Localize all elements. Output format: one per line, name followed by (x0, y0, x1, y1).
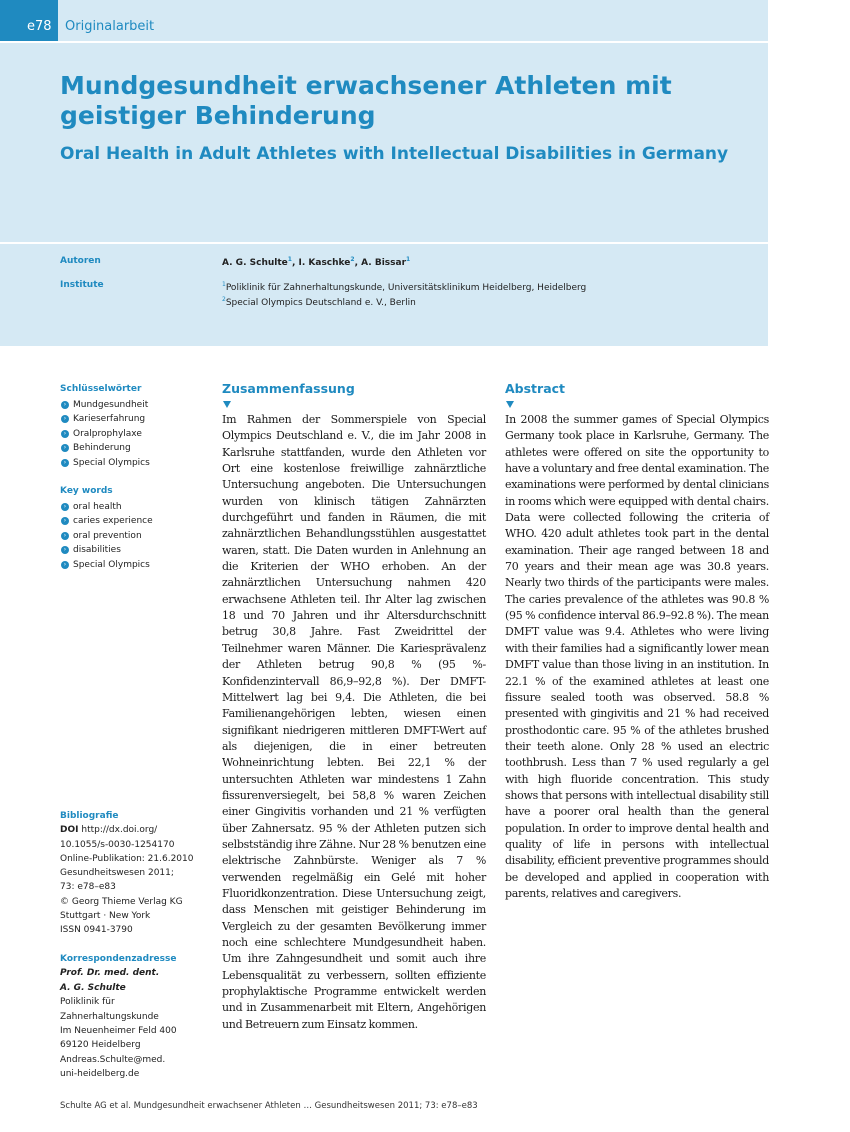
bib-line: Online-Publikation: 21.6.2010 (60, 853, 194, 864)
correspondence-line: Zahnerhaltungskunde (60, 1011, 159, 1022)
keyword-item (60, 427, 210, 441)
correspondence-heading: Korrespondenzadresse (60, 954, 177, 964)
keyword-item (60, 456, 210, 470)
bullet-icon: › (61, 430, 69, 438)
institute-text: Special Olympics Deutschland e. V., Berlin (225, 298, 416, 308)
keyword-item (60, 514, 210, 528)
abstract-german (222, 381, 486, 1033)
correspondence-name: Prof. Dr. med. dent. (60, 968, 160, 979)
abstract-english (505, 381, 769, 902)
bullet-icon: › (61, 503, 69, 511)
title-german: Mundgesundheit erwachsener Athleten mit geistiger Behinderung (60, 71, 672, 130)
keyword-text: oral health (73, 502, 122, 512)
correspondence-line: Im Neuenheimer Feld 400 (60, 1026, 177, 1037)
bullet-icon: › (61, 444, 69, 452)
bibliography-heading: Bibliografie (60, 811, 119, 821)
keywords-de-block (60, 384, 210, 470)
page-number: e78 (27, 19, 52, 34)
keyword-text: Behinderung (73, 443, 131, 454)
correspondence-line: 69120 Heidelberg (60, 1040, 141, 1051)
keyword-text: caries experience (73, 516, 153, 527)
correspondence-email[interactable]: Andreas.Schulte@med. (60, 1054, 166, 1065)
abstract-german-text: Im Rahmen der Sommerspiele von Special Olympics Deutschland e. V., die im Jahr 2008 in Karlsruhe stattfanden, wurde den Athleten vor Ort eine kostenlose freiwillige zahnärztliche Untersuchung angeboten. Die Untersuchungen wurden von klinisch tätigen Zahnärzten durchgeführt und fanden in Räumen, die mit zahnärztlichen Behandlungsstühlen ausgestattet waren, statt. Die Daten wurden in Anlehnung an die Kriterien der WHO erhoben. An der zahnärztlichen Untersuchung nahmen 420 erwachsene Athleten teil. Ihr Alter lag zwischen 18 und 70 Jahren und ihr Altersdurchschnitt betrug 30,8 Jahre. Fast Zweidrittel der Teilnehmer waren Männer. Die Kariesprävalenz der Athleten betrug 90,8 % (95 %-Konfidenzintervall 86,9–92,8 %). Der DMFT-Mittelwert lag bei 9,4. Die Athleten, die bei Familienangehörigen lebten, wiesen einen signifikant niedrigeren mittleren DMFT-Wert auf als diejenigen, die in einer betreuten Wohneinrichtung lebten. Bei 22,1 % der untersuchten Athleten war mindestens 1 Zahn fissurenversiegelt, bei 58,8 % waren Zeichen einer Gingivitis vorhanden und 21 % verfügten über Zahnersatz. 95 % der Athleten putzen sich selbstständig ihre Zähne. Nur 28 % benutzen eine elektrische Zahnbürste. Weniger als 7 % verwenden regelmäßig ein Gelé mit hoher Fluoridkonzentration. Diese Untersuchung zeigt, dass Menschen mit geistiger Behinderung im Vergleich zu der gesamten Bevölkerung immer noch eine schlechtere Mundgesundheit haben. Um ihre Zahngesundheit und somit auch ihre Lebensqualität zu verbessern, sollten effiziente prophylaktische Programme entwickelt werden und in Zusammenarbeit mit Eltern, Angehörigen und Betreuern zum Einsatz kommen. (222, 413, 486, 1031)
correspondence-email[interactable]: uni-heidelberg.de (60, 1069, 140, 1080)
keyword-text: Mundgesundheit (73, 400, 149, 410)
keywords-en-block (60, 486, 210, 572)
bib-line: © Georg Thieme Verlag KG (60, 896, 183, 907)
header-divider-top (0, 41, 768, 43)
bib-line: 73: e78–e83 (60, 882, 116, 893)
keyword-item (60, 398, 210, 412)
bullet-icon: › (61, 561, 69, 569)
footer-citation: Schulte AG et al. Mundgesundheit erwachsener Athleten … Gesundheitswesen 2011; 73: e78–e83 (60, 1101, 478, 1111)
keyword-item (60, 412, 210, 426)
author-affiliation: 2 (350, 256, 355, 263)
keyword-item (60, 529, 210, 543)
bullet-icon: › (61, 401, 69, 409)
author-name: A. Bissar (361, 258, 407, 268)
authors-line: A. G. Schulte$^1$, I. Kaschke$^2$, A. Bissar$^1$ (222, 256, 411, 268)
keywords-en-list (60, 500, 210, 572)
keyword-text: oral prevention (73, 530, 142, 541)
doi-label: DOI (60, 825, 79, 836)
correspondence-block (60, 952, 210, 1082)
triangle-down-icon (506, 401, 514, 408)
institute-item (222, 294, 586, 309)
doi-line (60, 823, 210, 837)
keywords-de-heading: Schlüsselwörter (60, 384, 142, 394)
institute-item (222, 279, 586, 294)
abstract-english-heading: Abstract (505, 381, 566, 396)
institutes-list (222, 279, 586, 309)
doi-link[interactable]: http://dx.doi.org/ (81, 825, 158, 836)
author-affiliation: 1 (406, 256, 411, 263)
keyword-text: Special Olympics (73, 559, 150, 570)
author-affiliation: 1 (287, 256, 292, 263)
correspondence-line: Poliklinik für (60, 997, 115, 1008)
institute-number: 1 (222, 281, 226, 288)
institutes-label: Institute (60, 280, 104, 290)
author-name: I. Kaschke (298, 258, 351, 268)
bullet-icon: › (61, 415, 69, 423)
keyword-text: Karieserfahrung (73, 414, 146, 425)
bullet-icon: › (61, 459, 69, 467)
keyword-item (60, 543, 210, 557)
bibliography-block (60, 809, 210, 938)
bib-line: Stuttgart · New York (60, 911, 151, 922)
bullet-icon: › (61, 546, 69, 554)
bullet-icon: › (61, 517, 69, 525)
header-divider-meta (0, 242, 768, 244)
keyword-item (60, 500, 210, 514)
title-english: Oral Health in Adult Athletes with Intellectual Disabilities in Germany (60, 144, 729, 164)
keyword-item (60, 441, 210, 455)
author-name: A. G. Schulte (222, 258, 288, 268)
keyword-text: Special Olympics (73, 457, 150, 468)
keyword-text: disabilities (73, 545, 121, 556)
triangle-down-icon (223, 401, 231, 408)
keywords-en-heading: Key words (60, 486, 113, 496)
bib-line: Gesundheitswesen 2011; (60, 868, 174, 879)
bullet-icon: › (61, 532, 69, 540)
keyword-text: Oralprophylaxe (73, 428, 142, 439)
bib-line: 10.1055/s-0030-1254170 (60, 839, 175, 850)
abstract-german-heading: Zusammenfassung (222, 381, 355, 396)
bib-line: ISSN 0941-3790 (60, 925, 133, 936)
correspondence-name: A. G. Schulte (60, 982, 126, 993)
section-label: Originalarbeit (65, 19, 155, 34)
keyword-item (60, 558, 210, 572)
authors-label: Autoren (60, 256, 101, 266)
institute-text: Poliklinik für Zahnerhaltungskunde, Universitätsklinikum Heidelberg, Heidelberg (225, 283, 587, 293)
abstract-english-text: In 2008 the summer games of Special Olympics Germany took place in Karlsruhe, Germany. The athletes were offered on site the opportunity to have a voluntary and free dental examination. The examinations were performed by dental clinicians in rooms which were equipped with dental chairs. Data were collected following the criteria of WHO. 420 adult athletes took part in the dental examination. Their age ranged between 18 and 70 years and their mean age was 30.8 years. Nearly two thirds of the participants were males. The caries prevalence of the athletes was 90.8 % (95 % confidence interval 86.9–92.8 %). The mean DMFT value was 9.4. Athletes who were living with their families had a significantly lower mean DMFT value than those living in an institution. In 22.1 % of the examined athletes at least one fissure sealed tooth was observed. 58.8 % presented with gingivitis and 21 % had received prosthodontic care. 95 % of the athletes brushed their teeth alone. Only 28 % used an electric toothbrush. Less than 7 % used regularly a gel with high fluoride concentration. This study shows that persons with intellectual disability still have a poorer oral health than the general population. In order to improve dental health and quality of life in persons with intellectual disability, efficient preventive programmes should be developed and applied in cooperation with parents, relatives and caregivers. (505, 413, 769, 900)
keywords-de-list (60, 398, 210, 470)
institute-number: 2 (222, 296, 226, 303)
